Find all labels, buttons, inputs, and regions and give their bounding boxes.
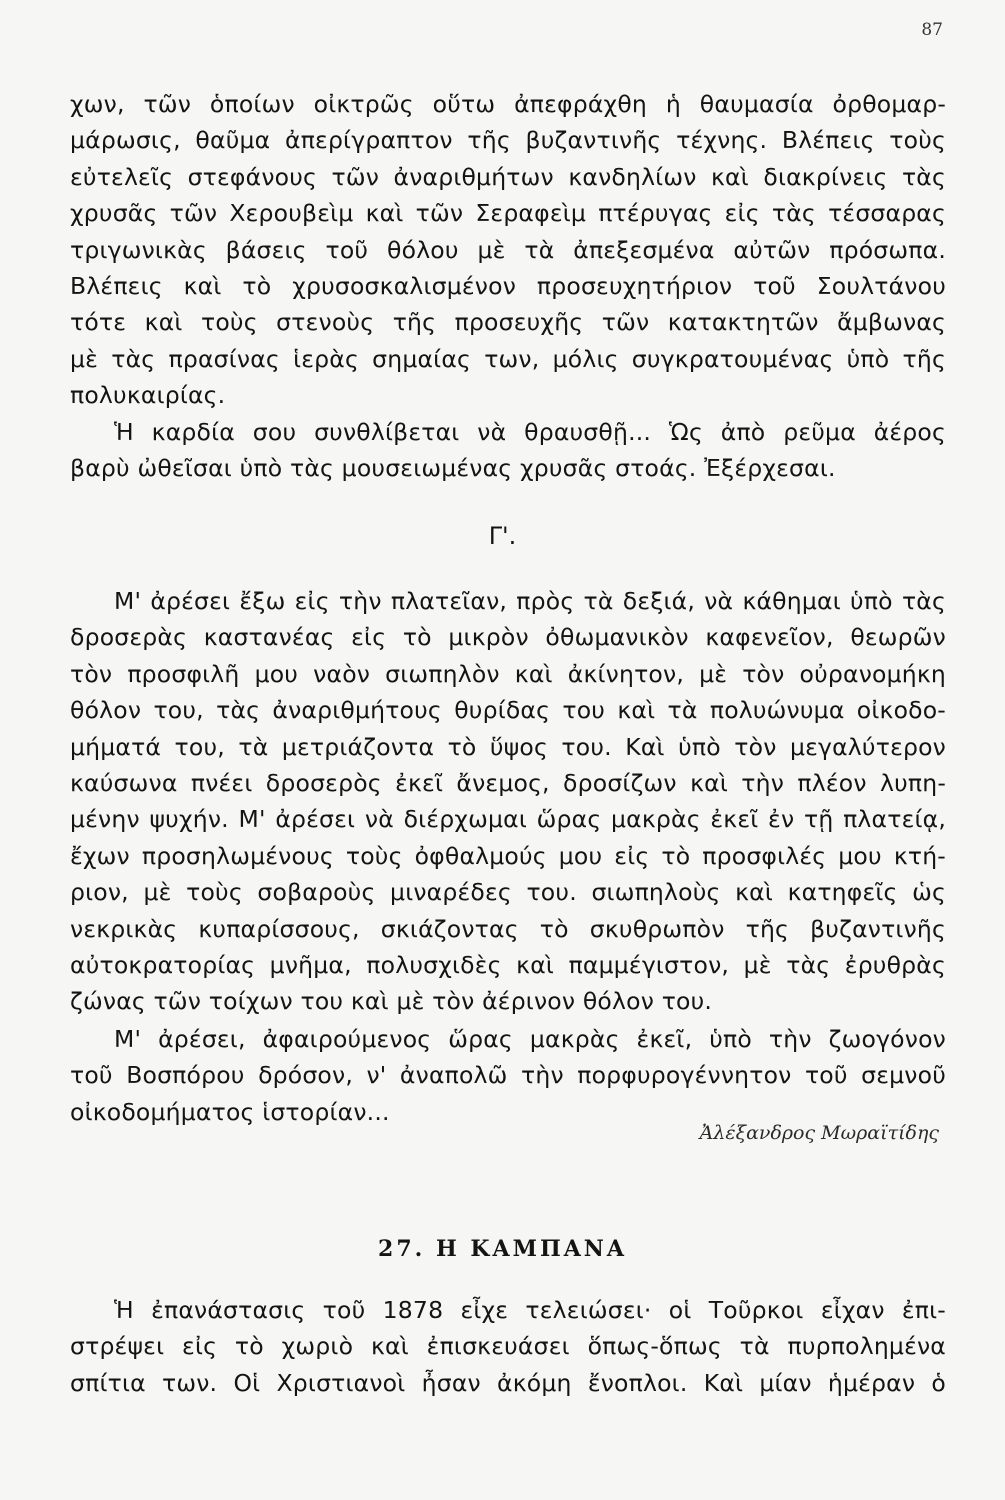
text-line: στρέψει εἰς τὸ χωριὸ καὶ ἐπισκευάσει ὅπως-ὅπως τὰ πυρπολημένα	[70, 1332, 946, 1361]
text-line: Μ' ἀρέσει, ἀφαιρούμενος ὥρας μακρὰς ἐκεῖ, ὑπὸ τὴν ζωογόνον	[114, 1025, 946, 1053]
author-signature: Ἀλέξανδρος Μωραϊτίδης	[699, 1122, 939, 1144]
text-line: τότε καὶ τοὺς στενοὺς τῆς προσευχῆς τῶν κατακτητῶν ἄμβωνας	[70, 308, 946, 337]
text-line: βαρὺ ὠθεῖσαι ὑπὸ τὰς μουσειωμένας χρυσᾶς στοάς. Ἐξέρχεσαι.	[70, 454, 836, 483]
text-line: μάρωσις, θαῦμα ἀπερίγραπτον τῆς βυζαντινῆς τέχνης. Βλέπεις τοὺς	[70, 126, 946, 155]
text-line: ζώνας τῶν τοίχων του καὶ μὲ τὸν ἀέρινον θόλον του.	[70, 987, 713, 1016]
text-line: τὸν προσφιλῆ μου ναὸν σιωπηλὸν καὶ ἀκίνητον, μὲ τὸν οὐρανομήκη	[70, 659, 946, 688]
text-line: μὲ τὰς πρασίνας ἱερὰς σημαίας των, μόλις συγκρατουμένας ὑπὸ τῆς	[70, 344, 946, 373]
text-line: αὐτοκρατορίας μνῆμα, πολυσχιδὲς καὶ παμμέγιστον, μὲ τὰς ἐρυθρὰς	[70, 950, 946, 979]
text-line: χρυσᾶς τῶν Χερουβεὶμ καὶ τῶν Σεραφεὶμ πτέρυγας εἰς τὰς τέσσαρας	[70, 199, 946, 228]
text-line: ριον, μὲ τοὺς σοβαροὺς μιναρέδες του. σιωπηλοὺς καὶ κατηφεῖς ὡς	[70, 878, 946, 907]
text-line: δροσερὰς καστανέας εἰς τὸ μικρὸν ὀθωμανικὸν καφενεῖον, θεωρῶν	[70, 623, 946, 652]
paragraph-bosporus-dew	[70, 1021, 946, 1130]
paragraph-chapter-opening	[70, 1292, 946, 1401]
chapter-heading: 27. Η ΚΑΜΠΑΝΑ	[378, 1236, 627, 1262]
text-line: εὐτελεῖς στεφάνους τῶν ἀναριθμήτων κανδηλίων καὶ διακρίνεις τὰς	[70, 162, 946, 191]
text-line: νεκρικὰς κυπαρίσσους, σκιάζοντας τὸ σκυθρωπὸν τῆς βυζαντινῆς	[70, 914, 946, 943]
text-line: χων, τῶν ὁποίων οἰκτρῶς οὕτω ἀπεφράχθη ἡ θαυμασία ὀρθομαρ-	[70, 90, 946, 118]
text-line: τριγωνικὰς βάσεις τοῦ θόλου μὲ τὰ ἀπεξεσμένα αὐτῶν πρόσωπα.	[70, 235, 946, 264]
text-line: ἔχων προσηλωμένους τοὺς ὀφθαλμούς μου εἰς τὸ προσφιλές μου κτή-	[70, 841, 946, 870]
text-line: πολυκαιρίας.	[70, 381, 226, 410]
text-line: σπίτια των. Οἱ Χριστιανοὶ ἦσαν ἀκόμη ἔνοπλοι. Καὶ μίαν ἡμέραν ὁ	[70, 1368, 946, 1397]
text-line: Ἡ ἐπανάστασις τοῦ 1878 εἶχε τελειώσει· οἱ Τοῦρκοι εἶχαν ἐπι-	[114, 1296, 946, 1324]
page-number: 87	[921, 20, 943, 40]
text-line: θόλον του, τὰς ἀναριθμήτους θυρίδας του καὶ τὰ πολυώνυμα οἰκοδο-	[70, 696, 946, 725]
text-line: μένην ψυχήν. Μ' ἀρέσει νὰ διέρχωμαι ὥρας μακρὰς ἐκεῖ ἐν τῇ πλατείᾳ,	[70, 805, 946, 834]
text-line: καύσωνα πνέει δροσερὸς ἐκεῖ ἄνεμος, δροσίζων καὶ τὴν πλέον λυπη-	[70, 768, 946, 797]
paragraph-hagia-sophia-interior	[70, 86, 946, 414]
section-mark: Γ'.	[488, 522, 517, 550]
text-line: οἰκοδομήματος ἱστορίαν...	[70, 1097, 390, 1126]
text-line: Ἡ καρδία σου συνθλίβεται νὰ θραυσθῇ... Ὡς ἀπὸ ρεῦμα ἀέρος	[114, 418, 946, 446]
paragraph-heart-crushed	[70, 414, 946, 487]
text-line: μήματά του, τὰ μετριάζοντα τὸ ὕψος του. Καὶ ὑπὸ τὸν μεγαλύτερον	[70, 732, 946, 761]
text-line: τοῦ Βοσπόρου δρόσον, ν' ἀναπολῶ τὴν πορφυρογέννητον τοῦ σεμνοῦ	[70, 1061, 946, 1090]
paragraph-square-cafe	[70, 583, 946, 1020]
text-line: Μ' ἀρέσει ἔξω εἰς τὴν πλατεῖαν, πρὸς τὰ δεξιά, νὰ κάθημαι ὑπὸ τὰς	[114, 587, 946, 615]
text-line: Βλέπεις καὶ τὸ χρυσοσκαλισμένον προσευχητήριον τοῦ Σουλτάνου	[70, 271, 946, 300]
